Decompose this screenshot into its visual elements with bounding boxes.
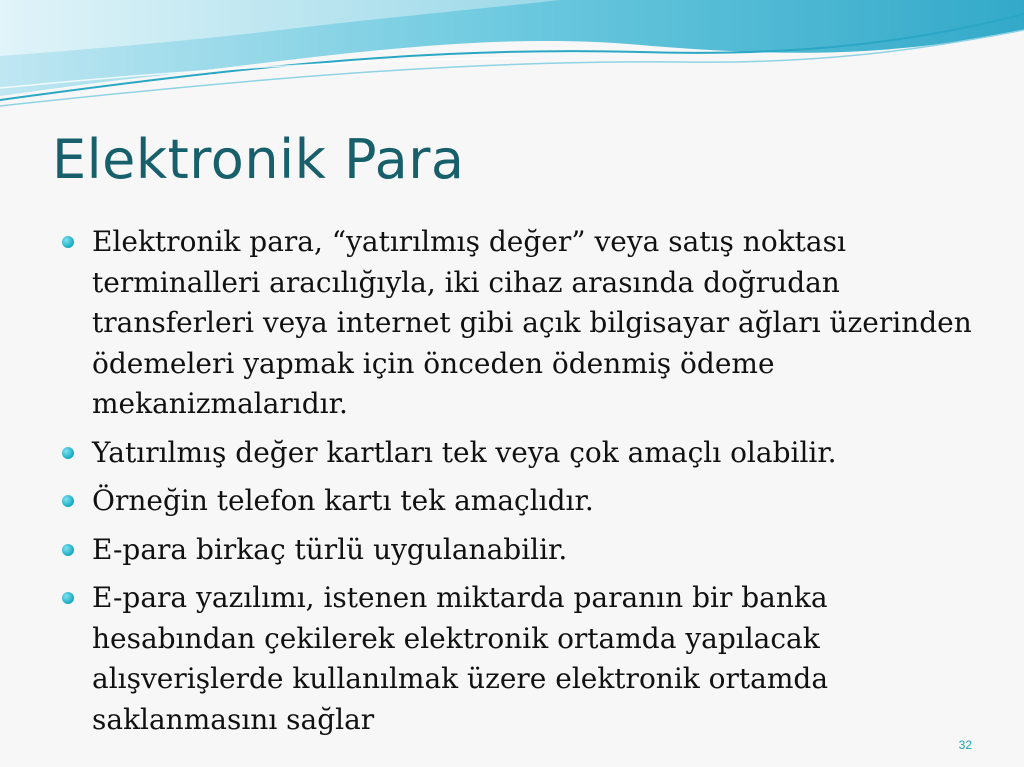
bullet-dot-icon	[62, 447, 74, 459]
bullet-text: E-para yazılımı, istenen miktarda paranın bir banka hesabından çekilerek elektronik ortamda yapılacak alışverişlerde kullanılmak üzere elektronik ortamda saklanmasını sağlar	[92, 581, 829, 736]
bullet-list	[56, 222, 986, 748]
bullet-item	[56, 530, 986, 571]
bullet-item	[56, 481, 986, 522]
bullet-dot-icon	[62, 544, 74, 556]
bullet-text: Elektronik para, “yatırılmış değer” veya satış noktası terminalleri aracılığıyla, iki cihaz arasında doğrudan transferleri veya internet gibi açık bilgisayar ağları üzerinden ödemeleri yapmak için önceden ödenmiş ödeme mekanizmalarıdır.	[92, 225, 972, 420]
page-number: 32	[958, 738, 972, 752]
bullet-text: E-para birkaç türlü uygulanabilir.	[92, 532, 568, 566]
bullet-dot-icon	[62, 495, 74, 507]
header-wave-decoration	[0, 0, 1024, 120]
bullet-text: Yatırılmış değer kartları tek veya çok amaçlı olabilir.	[92, 435, 837, 469]
bullet-item	[56, 433, 986, 474]
bullet-item	[56, 222, 986, 425]
bullet-item	[56, 578, 986, 740]
bullet-text: Örneğin telefon kartı tek amaçlıdır.	[92, 484, 594, 517]
bullet-dot-icon	[62, 236, 74, 248]
bullet-dot-icon	[62, 592, 74, 604]
slide-title: Elektronik Para	[52, 128, 465, 191]
